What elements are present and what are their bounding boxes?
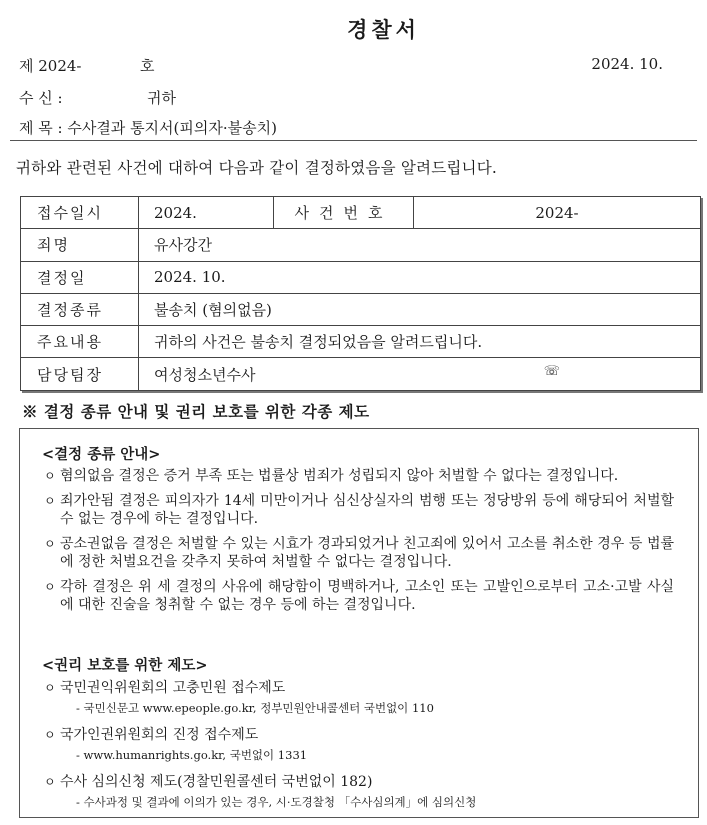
document-date: 2024. 10. xyxy=(591,55,663,73)
table-row xyxy=(21,261,701,293)
bullet-icon: ㅇ xyxy=(44,681,56,695)
list-item xyxy=(44,467,674,486)
header-divider xyxy=(10,140,697,141)
list-item-text: 국민권익위원회의 고충민원 접수제도 xyxy=(60,680,286,696)
list-item xyxy=(44,578,674,615)
list-item-text: 죄가안됨 결정은 피의자가 14세 미만이거나 심신상실자의 범행 또는 정당방위 등에 해당되어 처벌할 수 없는 경우에 하는 결정입니다. xyxy=(60,492,674,527)
recipient xyxy=(19,87,176,108)
decision-types-title: <결정 종류 안내> xyxy=(42,446,161,463)
list-item xyxy=(44,535,674,572)
table-row xyxy=(21,229,701,261)
document-title: 경찰서 xyxy=(347,17,420,42)
notice-heading: ※ 결정 종류 안내 및 권리 보호를 위한 각종 제도 xyxy=(22,402,370,421)
decision-date-value: 2024. 10. xyxy=(139,261,701,293)
team-value: 여성청소년수사 xyxy=(154,365,256,384)
guide-box xyxy=(19,428,699,818)
decision-type-value: 불송치 (혐의없음) xyxy=(139,293,701,325)
decision-date-label: 결정일 xyxy=(21,261,139,293)
intro-text: 귀하와 관련된 사건에 대하여 다음과 같이 결정하였음을 알려드립니다. xyxy=(16,159,498,177)
table-row xyxy=(21,358,701,390)
table-row xyxy=(21,326,701,358)
case-number-label: 사건번호 xyxy=(274,197,414,229)
case-info-table xyxy=(20,196,701,391)
content-value: 귀하의 사건은 불송치 결정되었음을 알려드립니다. xyxy=(139,326,701,358)
document-number-suffix: 호 xyxy=(140,57,155,75)
document-number-label: 제 2024- xyxy=(19,57,82,75)
charge-value: 유사강간 xyxy=(139,229,701,261)
list-item-subtext: - 국민신문고 www.epeople.go.kr, 정부민원안내콜센터 국번없이 110 xyxy=(76,700,434,715)
charge-label: 죄명 xyxy=(21,229,139,261)
list-item-text: 혐의없음 결정은 증거 부족 또는 법률상 범죄가 성립되지 않아 처벌할 수 없다는 결정입니다. xyxy=(60,468,619,484)
list-item xyxy=(44,726,674,764)
document-subject: 제 목 : 수사결과 통지서(피의자·불송치) xyxy=(19,119,277,137)
list-item xyxy=(44,492,674,529)
list-item-text: 수사 심의신청 제도(경찰민원콜센터 국번없이 182) xyxy=(60,774,373,790)
rights-protection-title: <권리 보호를 위한 제도> xyxy=(42,657,208,674)
receipt-value: 2024. xyxy=(139,197,274,229)
bullet-icon: ㅇ xyxy=(44,728,56,742)
bullet-icon: ㅇ xyxy=(44,469,56,483)
decision-type-label: 결정종류 xyxy=(21,293,139,325)
list-item-subtext: - www.humanrights.go.kr, 국번없이 1331 xyxy=(76,747,308,762)
table-row xyxy=(21,197,701,229)
list-item-text: 각하 결정은 위 세 결정의 사유에 해당함이 명백하거나, 고소인 또는 고발인으로부터 고소·고발 사실에 대한 진술을 청취할 수 없는 경우 등에 하는 결정입니다. xyxy=(60,578,674,613)
list-item-text: 공소권없음 결정은 처벌할 수 있는 시효가 경과되었거나 친고죄에 있어서 고소를 취소한 경우 등 법률에 정한 처벌요건을 갖추지 못하여 처벌할 수 없다는 결정입니다. xyxy=(60,535,674,570)
bullet-icon: ㅇ xyxy=(44,536,56,551)
case-number-value: 2024- xyxy=(414,197,701,229)
phone-icon: ☏ xyxy=(543,363,560,379)
list-item-text: 국가인권위원회의 진정 접수제도 xyxy=(60,727,259,743)
document-number xyxy=(19,55,155,76)
table-row xyxy=(21,293,701,325)
team-cell xyxy=(139,358,701,390)
list-item xyxy=(44,679,674,717)
rights-protection-list xyxy=(44,679,674,820)
team-label: 담당팀장 xyxy=(21,358,139,390)
bullet-icon: ㅇ xyxy=(44,579,56,594)
receipt-label: 접수일시 xyxy=(21,197,139,229)
content-label: 주요내용 xyxy=(21,326,139,358)
decision-types-list xyxy=(44,467,674,621)
list-item xyxy=(44,773,674,811)
recipient-suffix: 귀하 xyxy=(147,89,176,107)
list-item-subtext: - 수사과정 및 결과에 이의가 있는 경우, 시·도경찰청 「수사심의계」에 심의신청 xyxy=(76,794,477,809)
bullet-icon: ㅇ xyxy=(44,775,56,789)
recipient-label: 수 신 : xyxy=(19,89,63,107)
bullet-icon: ㅇ xyxy=(44,493,56,508)
